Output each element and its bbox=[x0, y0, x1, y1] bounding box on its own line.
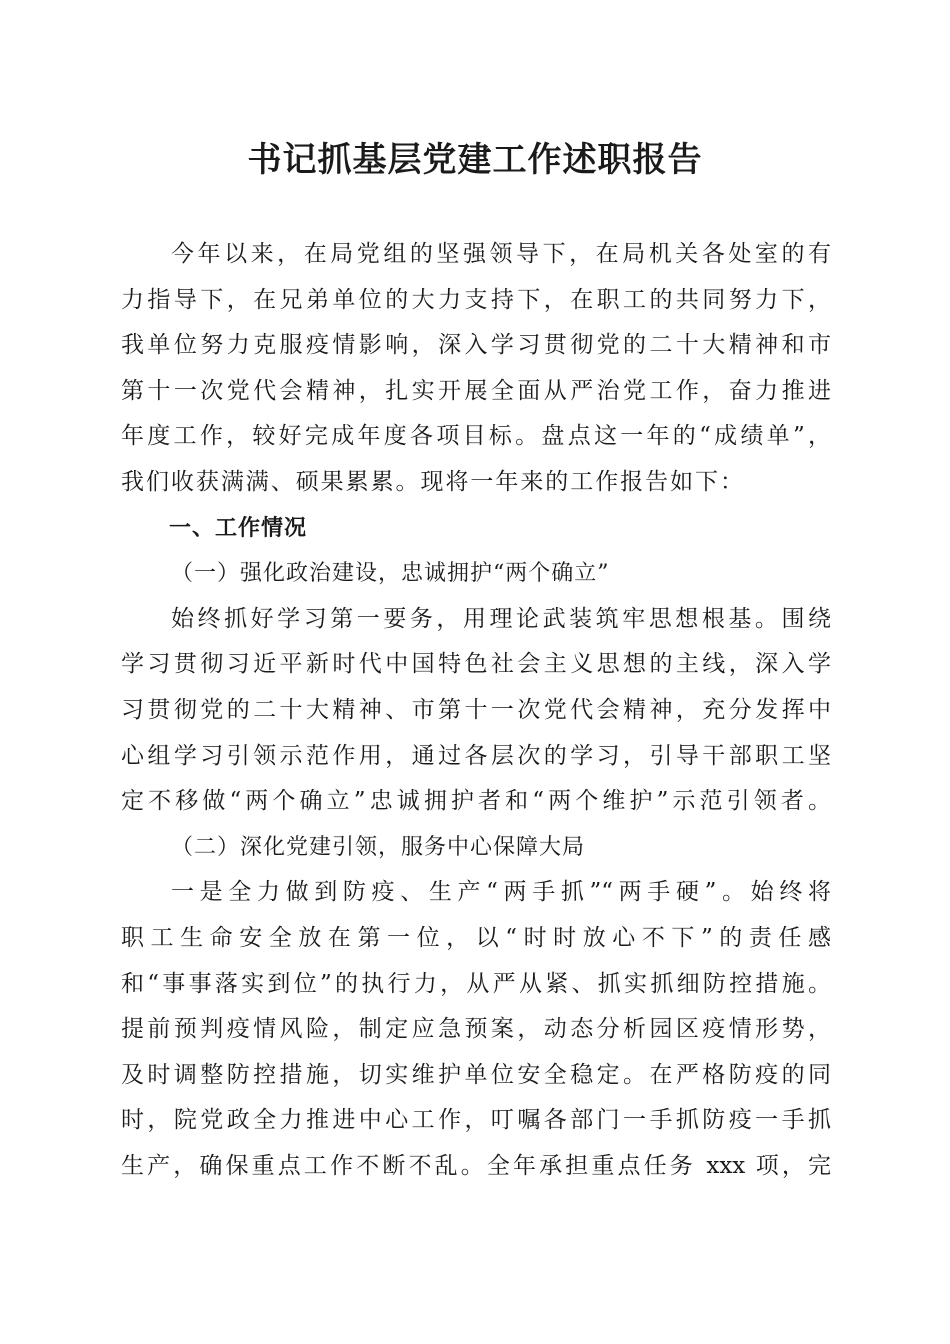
paragraph-line: 及时调整防控措施，切实维护单位安全稳定。在严格防疫的同 bbox=[121, 1061, 831, 1088]
political-building-paragraph bbox=[121, 597, 831, 825]
paragraph-line: 始终抓好学习第一要务，用理论武装筑牢思想根基。围绕 bbox=[171, 605, 831, 632]
paragraph-line: 我们收获满满、硕果累累。现将一年来的工作报告如下： bbox=[121, 468, 743, 495]
paragraph-line: 一是全力做到防疫、生产“两手抓”“两手硬”。始终将 bbox=[171, 879, 831, 906]
paragraph-line: 职工生命安全放在第一位，以“时时放心不下”的责任感 bbox=[121, 924, 831, 951]
paragraph-line: 心组学习引领示范作用，通过各层次的学习，引导干部职工坚 bbox=[121, 742, 831, 769]
paragraph-line: 第十一次党代会精神，扎实开展全面从严治党工作，奋力推进 bbox=[121, 377, 831, 404]
paragraph-line: 提前预判疫情风险，制定应急预案，动态分析园区疫情形势， bbox=[121, 1016, 831, 1043]
paragraph-line: 时，院党政全力推进中心工作，叮嘱各部门一手抓防疫一手抓 bbox=[121, 1107, 831, 1134]
paragraph-line: 年度工作，较好完成年度各项目标。盘点这一年的“成绩单”， bbox=[121, 423, 831, 450]
paragraph-line: 力指导下，在兄弟单位的大力支持下，在职工的共同努力下， bbox=[121, 286, 831, 313]
intro-paragraph bbox=[121, 232, 831, 506]
paragraph-line: 生产，确保重点工作不断不乱。全年承担重点任务 xxx 项，完 bbox=[121, 1152, 831, 1179]
section-heading: 一、工作情况 bbox=[169, 515, 308, 541]
paragraph-line: 定不移做“两个确立”忠诚拥护者和“两个维护”示范引领者。 bbox=[121, 788, 831, 815]
paragraph-line: 和“事事落实到位”的执行力，从严从紧、抓实抓细防控措施。 bbox=[121, 970, 831, 997]
paragraph-line: 我单位努力克服疫情影响，深入学习贯彻党的二十大精神和市 bbox=[121, 332, 831, 359]
paragraph-line: 今年以来，在局党组的坚强领导下，在局机关各处室的有 bbox=[171, 241, 831, 267]
document-title: 书记抓基层党建工作述职报告 bbox=[247, 140, 703, 180]
subsection-heading: （二）深化党建引领，服务中心保障大局 bbox=[171, 834, 586, 860]
paragraph-line: 学习贯彻习近平新时代中国特色社会主义思想的主线，深入学 bbox=[121, 651, 831, 678]
document-body bbox=[121, 232, 831, 1189]
paragraph-line: 习贯彻党的二十大精神、市第十一次党代会精神，充分发挥中 bbox=[121, 696, 831, 723]
party-building-paragraph bbox=[121, 870, 831, 1189]
subsection-heading: （一）强化政治建设，忠诚拥护“两个确立” bbox=[171, 561, 610, 587]
